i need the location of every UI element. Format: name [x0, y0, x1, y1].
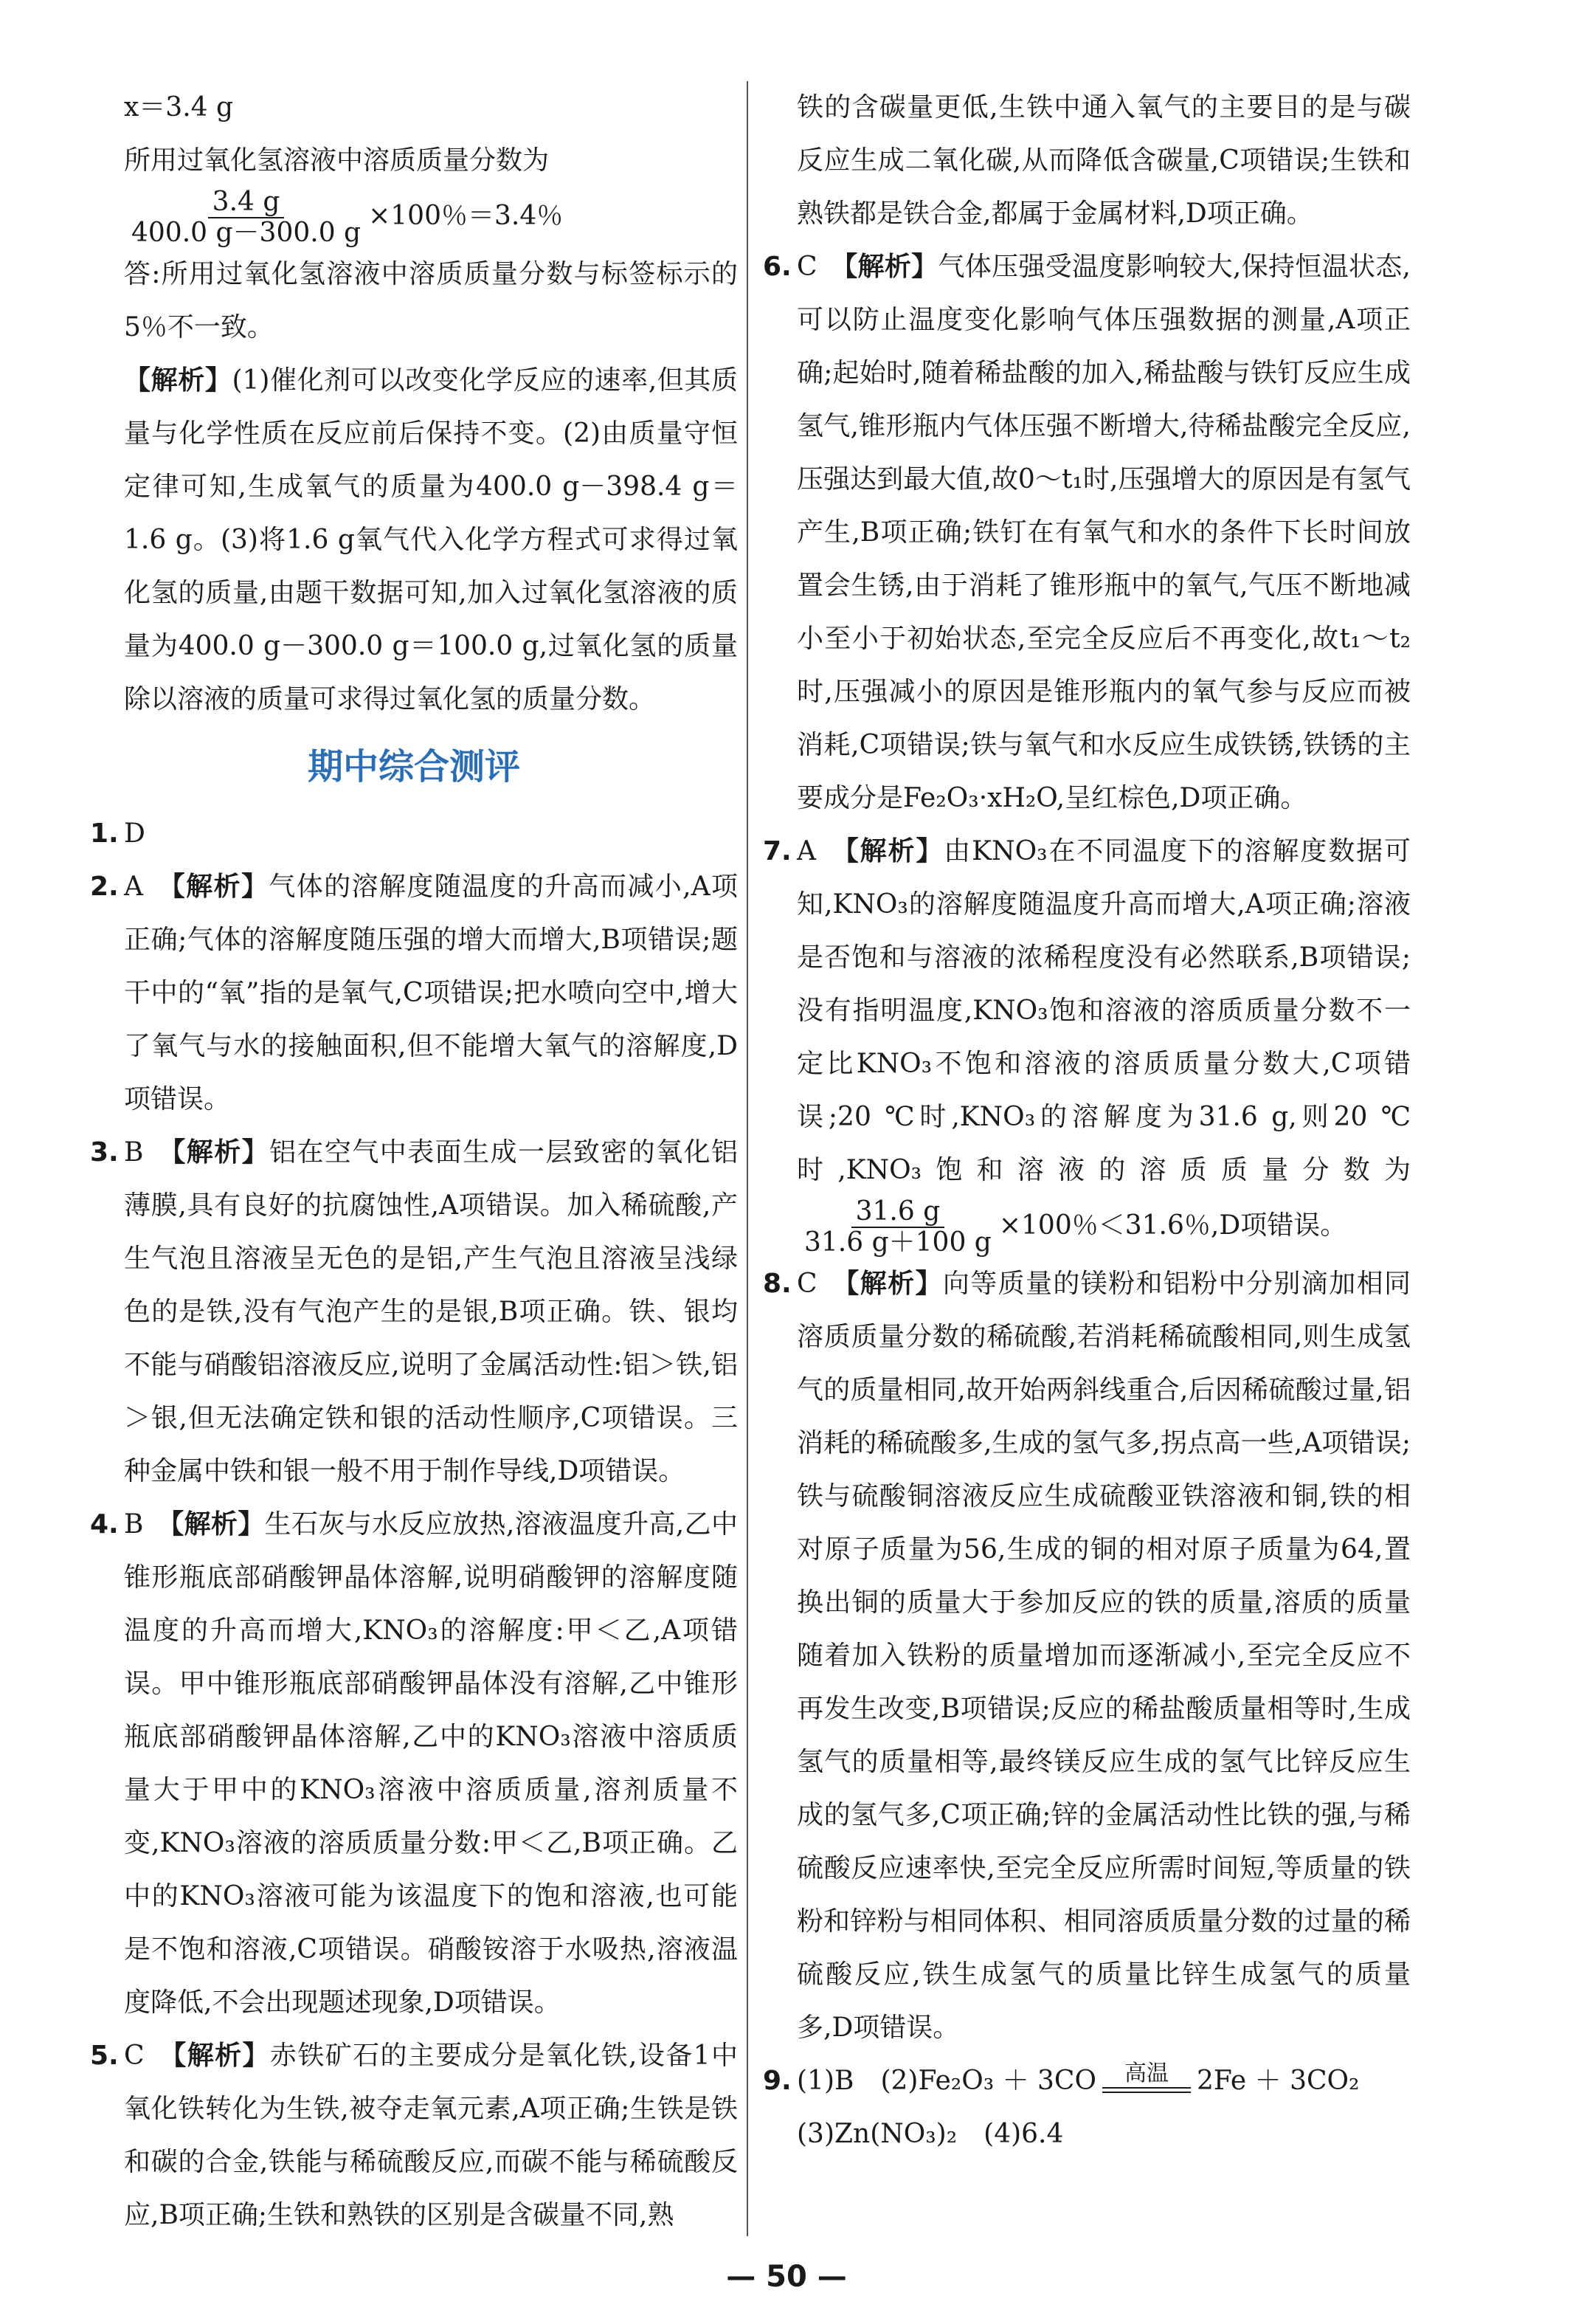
analysis-tag: 【解析】 [171, 872, 269, 902]
fraction-numerator: 31.6 g [851, 1197, 945, 1228]
question-answer: C [124, 2041, 145, 2071]
question-item [90, 2030, 738, 2242]
question-answer: B [124, 1137, 144, 1168]
analysis-tag: 【解析】 [170, 1509, 265, 1539]
section-title: 期中综合测评 [307, 746, 520, 787]
question-answer: C [797, 252, 817, 282]
analysis-text: (1)催化剂可以改变化学反应的速率,但其质量与化学性质在反应前后保持不变。(2)由质量守恒定律可知,生成氧气的质量为400.0 g－398.4 g＝1.6 g。(3)将1.6 g氧气代入化学方程式可求得过氧化氢的质量,由题干数据可知,加入过氧化氢溶液的质量为400.0 g－300.0 g＝100.0 g,过氧化氢的质量除以溶液的质量可求得过氧化氢的质量分数。 [124, 365, 738, 714]
equation-left: (1)B (2)Fe₂O₃ ＋ 3CO [797, 2066, 1096, 2096]
column-divider [747, 81, 748, 2236]
condition-label: 高温 [1124, 2061, 1169, 2086]
question-number: 2. [90, 872, 119, 902]
page-number: — 50 — [726, 2260, 847, 2294]
analysis-paragraph [90, 354, 738, 726]
analysis-text: 赤铁矿石的主要成分是氧化铁,设备1中氧化铁转化为生铁,被夺走氧元素,A项正确;生铁是铁和碳的合金,铁能与稀硫酸反应,而碳不能与稀硫酸反应,B项正确;生铁和熟铁的区别是含碳量不同,熟 [124, 2041, 738, 2230]
equals-bar-bottom [1102, 2092, 1191, 2093]
answer-paragraph: 答:所用过氧化氢溶液中溶质质量分数与标签标示的5％不一致。 [124, 259, 738, 342]
fraction [800, 1197, 996, 1258]
analysis-tag: 【解析】 [844, 252, 938, 282]
analysis-text: 气体的溶解度随温度的升高而减小,A项正确;气体的溶解度随压强的增大而增大,B项错误;题干中的“氧”指的是氧气,C项错误;把水喷向空中,增大了氧气与水的接触面积,但不能增大氧气的溶解度,D项错误。 [124, 872, 738, 1114]
fraction-line [90, 187, 738, 248]
text-line: 所用过氧化氢溶液中溶质质量分数为 [124, 145, 550, 176]
question-answer: B [124, 1509, 144, 1539]
fraction-denominator: 31.6 g＋100 g [804, 1227, 992, 1258]
fraction-denominator: 400.0 g－300.0 g [131, 218, 362, 248]
analysis-tag: 【解析】 [124, 365, 232, 396]
equation-right: 2Fe ＋ 3CO₂ [1196, 2066, 1360, 2096]
question-number: 1. [90, 818, 119, 849]
question-number: 6. [763, 252, 792, 282]
analysis-text: 生石灰与水反应放热,溶液温度升高,乙中锥形瓶底部硝酸钾晶体溶解,说明硝酸钾的溶解度随温度的升高而增大,KNO₃的溶解度:甲＜乙,A项错误。甲中锥形瓶底部硝酸钾晶体没有溶解,乙中锥形瓶底部硝酸钾晶体溶解,乙中的KNO₃溶液中溶质质量大于甲中的KNO₃溶液中溶质质量,溶剂质量不变,KNO₃溶液的溶质质量分数:甲＜乙,B项正确。乙中的KNO₃溶液可能为该温度下的饱和溶液,也可能是不饱和溶液,C项错误。硝酸铵溶于水吸热,溶液温度降低,不会出现题述现象,D项错误。 [124, 1509, 738, 2018]
analysis-continuation: 铁的含碳量更低,生铁中通入氧气的主要目的是与碳反应生成二氧化碳,从而降低含碳量,C项错误;生铁和熟铁都是铁合金,都属于金属材料,D项正确。 [797, 92, 1411, 229]
question-number: 3. [90, 1137, 119, 1168]
question-item [90, 807, 738, 861]
fraction [127, 187, 365, 248]
analysis-text-end: ×100％＜31.6％,D项错误。 [998, 1210, 1347, 1241]
question-item [90, 861, 738, 1126]
question-item [90, 1126, 738, 1498]
question-item [90, 1498, 738, 2030]
analysis-text: 向等质量的镁粉和铝粉中分别滴加相同溶质质量分数的稀硫酸,若消耗稀硫酸相同,则生成氢气的质量相同,故开始两斜线重合,后因稀硫酸过量,铝消耗的稀硫酸多,生成的氢气多,拐点高一些,A项错误;铁与硫酸铜溶液反应生成硫酸亚铁溶液和铜,铁的相对原子质量为56,生成的铜的相对原子质量为64,置换出铜的质量大于参加反应的铁的质量,溶质的质量随着加入铁粉的质量增加而逐渐减小,至完全反应不再发生改变,B项错误;反应的稀盐酸质量相等时,生成氢气的质量相等,最终镁反应生成的氢气比锌反应生成的氢气多,C项正确;锌的金属活动性比铁的强,与稀硫酸反应速率快,至完全反应所需时间短,等质量的铁粉和锌粉与相同体积、相同溶质质量分数的过量的稀硫酸反应,铁生成氢气的质量比锌生成氢气的质量多,D项错误。 [797, 1269, 1411, 2043]
question-number: 5. [90, 2041, 119, 2071]
left-column [90, 81, 738, 2242]
analysis-text: 铝在空气中表面生成一层致密的氧化铝薄膜,具有良好的抗腐蚀性,A项错误。加入稀硫酸,产生气泡且溶液呈无色的是铝,产生气泡且溶液呈浅绿色的是铁,没有气泡产生的是银,B项正确。铁、银均不能与硝酸铝溶液反应,说明了金属活动性:铝＞铁,铝＞银,但无法确定铁和银的活动性顺序,C项错误。三种金属中铁和银一般不用于制作导线,D项错误。 [124, 1137, 738, 1486]
analysis-text: 气体压强受温度影响较大,保持恒温状态,可以防止温度变化影响气体压强数据的测量,A项正确;起始时,随着稀盐酸的加入,稀盐酸与铁钉反应生成氢气,锥形瓶内气体压强不断增大,待稀盐酸完全反应,压强达到最大值,故0～t₁时,压强增大的原因是有氢气产生,B项正确;铁钉在有氧气和水的条件下长时间放置会生锈,由于消耗了锥形瓶中的氧气,气压不断地减小至小于初始状态,至完全反应后不再变化,故t₁～t₂时,压强减小的原因是锥形瓶内的氧气参与反应而被消耗,C项错误;铁与氧气和水反应生成铁锈,铁锈的主要成分是Fe₂O₃·xH₂O,呈红棕色,D项正确。 [797, 252, 1411, 813]
question-item [763, 2055, 1411, 2161]
question-item [763, 825, 1411, 1258]
analysis-tag: 【解析】 [172, 1137, 270, 1168]
question-number: 7. [763, 836, 792, 866]
fraction-numerator: 3.4 g [208, 187, 285, 218]
question-item [763, 241, 1411, 825]
question-answer: C [797, 1269, 817, 1299]
question-number: 8. [763, 1269, 792, 1299]
answer-line: (3)Zn(NO₃)₂ (4)6.4 [797, 2119, 1064, 2149]
question-number: 4. [90, 1509, 119, 1539]
question-answer: A [797, 836, 816, 866]
fraction-result: ×100％＝3.4％ [368, 201, 564, 231]
question-answer: A [124, 872, 143, 902]
equation-line: x＝3.4 g [124, 92, 234, 123]
equals-bar-top [1102, 2087, 1191, 2089]
question-number: 9. [763, 2066, 792, 2096]
question-answer: D [124, 818, 145, 849]
analysis-tag: 【解析】 [845, 836, 944, 866]
right-column [763, 81, 1411, 2161]
analysis-text: 由KNO₃在不同温度下的溶解度数据可知,KNO₃的溶解度随温度升高而增大,A项正确;溶液是否饱和与溶液的浓稀程度没有必然联系,B项错误;没有指明温度,KNO₃饱和溶液的溶质质量分数不一定比KNO₃不饱和溶液的溶质质量分数大,C项错误;20 ℃时,KNO₃的溶解度为31.6 g,则20 ℃时,KNO₃饱和溶液的溶质质量分数为 [797, 836, 1411, 1185]
reaction-condition [1102, 2062, 1191, 2103]
analysis-tag: 【解析】 [846, 1269, 943, 1299]
analysis-tag: 【解析】 [173, 2041, 270, 2071]
question-item [763, 1258, 1411, 2055]
